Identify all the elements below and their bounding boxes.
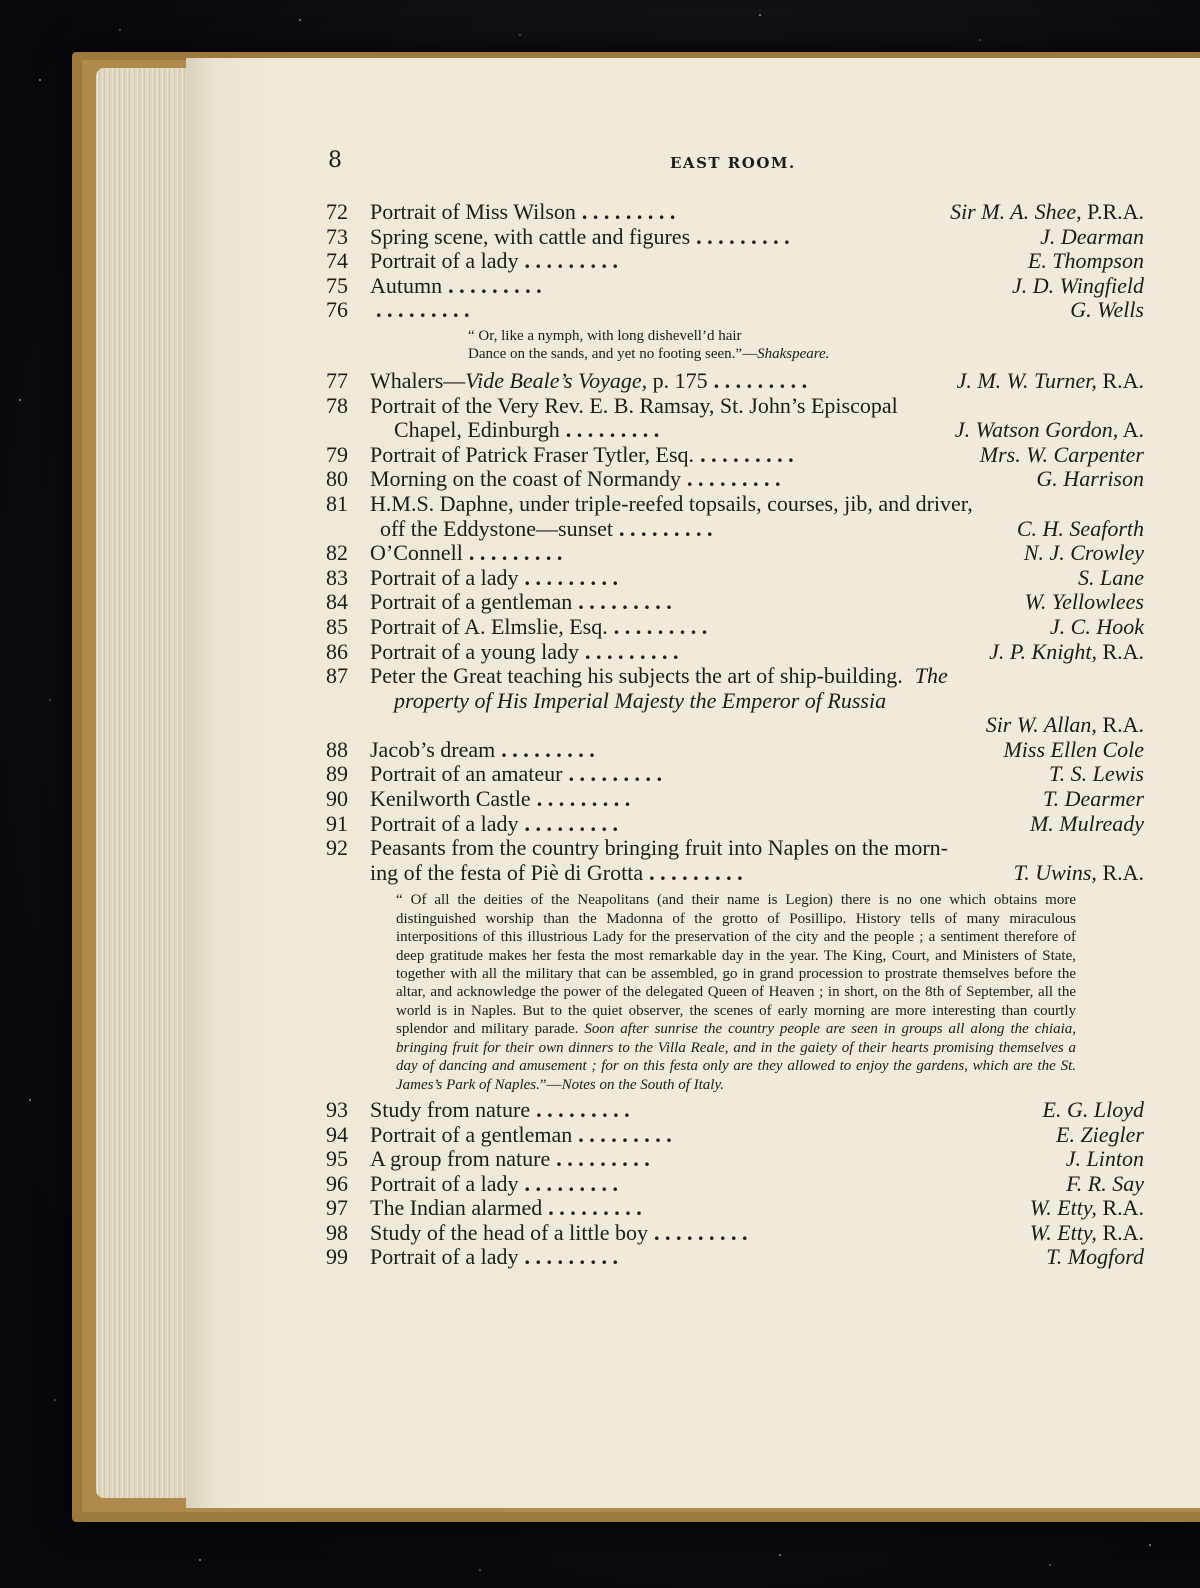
entry-artist: G. Wells (1070, 297, 1144, 323)
entry-number: 81 (326, 490, 348, 516)
leader-dots (562, 762, 1049, 787)
entry-artist: F. R. Say (1066, 1170, 1144, 1196)
entry-artist: W. Yellowlees (1024, 589, 1144, 615)
entry-title: Peasants from the country bringing fruit into Naples on the morn- (370, 835, 948, 861)
catalogue-entry-92 (326, 836, 1144, 885)
entry-title: Portrait of an amateur (370, 761, 563, 787)
entry-title: Portrait of a lady (370, 810, 519, 836)
catalogue-entry-90 (326, 787, 1144, 812)
catalogue-entry-83 (326, 566, 1144, 591)
entry-title: Whalers—Vide Beale’s Voyage, p. 175 (370, 367, 708, 393)
catalogue-entry-82 (326, 541, 1144, 566)
entry-number: 84 (326, 589, 348, 615)
quote-source-sep: ”— (539, 1076, 562, 1093)
leader-dots (518, 566, 1078, 591)
entry-title: Study from nature (370, 1096, 531, 1122)
entry-title: H.M.S. Daphne, under triple-reefed topsails, courses, jib, and driver, (370, 490, 973, 516)
leader-dots (690, 225, 1040, 250)
catalogue-entry-74 (326, 249, 1144, 274)
catalogue-entry-81 (326, 492, 1144, 541)
entry-number: 72 (326, 199, 348, 224)
catalogue-entry-87 (326, 664, 1144, 738)
entry-title: The Indian alarmed (370, 1195, 543, 1221)
entry-title: A group from nature (370, 1146, 551, 1172)
entry-title-cont: off the Eddystone—sunset (380, 515, 614, 541)
leader-dots (495, 738, 1003, 763)
catalogue-entry-73 (326, 225, 1144, 250)
leader-dots (518, 249, 1027, 274)
leader-dots (608, 615, 1050, 640)
entry-artist: Sir M. A. Shee, P.R.A. (950, 199, 1144, 224)
catalogue-entry-84 (326, 590, 1144, 615)
entry-title: Morning on the coast of Normandy (370, 466, 681, 492)
entry-title: O’Connell (370, 540, 463, 566)
catalogue-entry-85 (326, 615, 1144, 640)
entry-artist: E. Ziegler (1056, 1121, 1144, 1147)
entry-title-cont: ing of the festa of Piè di Grotta (370, 859, 644, 885)
catalogue-entry-80 (326, 467, 1144, 492)
leader-dots (694, 443, 980, 468)
entry-number: 92 (326, 835, 348, 861)
entry-title: Jacob’s dream (370, 736, 496, 762)
entry-number: 80 (326, 466, 348, 492)
leader-dots (572, 1123, 1056, 1148)
entry-title: Portrait of a lady (370, 564, 519, 590)
entry-artist: J. Watson Gordon, A. (954, 417, 1144, 443)
leader-dots (442, 274, 1012, 299)
entry-title: Portrait of a young lady (370, 638, 579, 664)
catalogue-entry-78 (326, 394, 1144, 443)
leader-dots (518, 812, 1029, 837)
entry-artist: M. Mulready (1029, 810, 1144, 836)
catalogue-entry-72 (326, 200, 1144, 225)
entry-number: 75 (326, 272, 348, 298)
leader-dots (550, 1147, 1066, 1172)
entry-artist: Mrs. W. Carpenter (979, 441, 1144, 467)
entry-artist: J. C. Hook (1049, 613, 1144, 639)
catalogue-entry-76 (326, 298, 1144, 323)
entry-title: Kenilworth Castle (370, 786, 531, 812)
catalogue-entry-99 (326, 1245, 1144, 1270)
leader-dots (579, 640, 989, 665)
entry-title: Portrait of a lady (370, 248, 519, 274)
leader-dots (530, 1098, 1042, 1123)
entry-artist: J. D. Wingfield (1012, 272, 1144, 298)
entry-title: Study of the head of a little boy (370, 1219, 648, 1245)
catalogue-entry-97 (326, 1196, 1144, 1221)
entry-number: 83 (326, 564, 348, 590)
quote-source: Notes on the South of Italy. (561, 1076, 725, 1093)
quote-line: Dance on the sands, and yet no footing seen.”—Shakspeare. (468, 345, 830, 362)
leader-dots (370, 298, 1070, 323)
entry-artist: J. P. Knight, R.A. (989, 638, 1144, 664)
leader-dots (613, 517, 1017, 542)
entry-artist: J. M. W. Turner, R.A. (956, 367, 1144, 393)
entry-title: Peter the Great teaching his subjects the art of ship-building. (370, 663, 903, 689)
entry-artist: W. Etty, R.A. (1029, 1195, 1144, 1221)
entry-title-cont: property of His Imperial Majesty the Emperor of Russia (394, 687, 887, 713)
entry-number: 82 (326, 540, 348, 566)
catalogue-entry-94 (326, 1123, 1144, 1148)
quote-line: “ Or, like a nymph, with long dishevell’d hair (468, 327, 742, 344)
quote-text-italic: Soon after sunrise the country people are seen in groups all along the chiaia, bringing fruit for their own dinners to the Villa Reale, and in the gaiety of their hearts promising themselves a day of dancing and amusement ; for on this festa only are they allowed to enjoy the gardens, which are the St. James’s Park of Naples. (396, 1021, 1076, 1093)
entry-number: 76 (326, 297, 348, 323)
catalogue-list (326, 200, 1144, 1270)
page-edges (96, 68, 192, 1498)
entry-artist: C. H. Seaforth (1016, 515, 1144, 541)
catalogue-entry-89 (326, 762, 1144, 787)
entry-title: Portrait of a lady (370, 1170, 519, 1196)
leader-dots (643, 861, 1013, 886)
leader-dots (463, 541, 1024, 566)
leader-dots (648, 1221, 1030, 1246)
entry-number: 89 (326, 761, 348, 787)
running-head: EAST ROOM. (670, 154, 796, 172)
catalogue-entry-79 (326, 443, 1144, 468)
entry-title: Portrait of a lady (370, 1244, 519, 1270)
entry-artist: Sir W. Allan, R.A. (985, 712, 1144, 738)
entry-title: Portrait of a gentleman (370, 589, 573, 615)
leader-dots (518, 1172, 1066, 1197)
leader-dots (572, 590, 1024, 615)
entry-title: Portrait of A. Elmslie, Esq. (370, 613, 608, 639)
quotation-76 (326, 327, 1144, 363)
catalogue-entry-91 (326, 812, 1144, 837)
entry-number: 99 (326, 1244, 348, 1270)
entry-artist: W. Etty, R.A. (1029, 1219, 1144, 1245)
quote-source: Shakspeare. (757, 345, 830, 362)
entry-number: 73 (326, 223, 348, 249)
entry-artist: J. Linton (1065, 1146, 1144, 1172)
entry-number: 95 (326, 1146, 348, 1172)
catalogue-entry-95 (326, 1147, 1144, 1172)
entry-artist: E. Thompson (1027, 248, 1144, 274)
catalogue-entry-96 (326, 1172, 1144, 1197)
catalogue-entry-93 (326, 1098, 1144, 1123)
leader-dots (542, 1196, 1030, 1221)
entry-artist: J. Dearman (1040, 223, 1144, 249)
leader-dots (708, 369, 957, 394)
leader-dots (576, 200, 950, 225)
entry-artist: E. G. Lloyd (1042, 1096, 1144, 1122)
entry-number: 90 (326, 786, 348, 812)
entry-number: 78 (326, 392, 348, 418)
entry-artist: T. Mogford (1046, 1244, 1144, 1270)
entry-artist: S. Lane (1078, 564, 1144, 590)
entry-title: Spring scene, with cattle and figures (370, 223, 691, 249)
entry-number: 86 (326, 638, 348, 664)
entry-number: 96 (326, 1170, 348, 1196)
entry-artist: G. Harrison (1036, 466, 1144, 492)
entry-title: Autumn (370, 272, 443, 298)
catalogue-entry-77 (326, 369, 1144, 394)
entry-artist: Miss Ellen Cole (1003, 736, 1144, 762)
entry-number: 91 (326, 810, 348, 836)
entry-number: 85 (326, 613, 348, 639)
entry-number: 94 (326, 1121, 348, 1147)
entry-title-cont: Chapel, Edinburgh (394, 417, 560, 443)
entry-number: 97 (326, 1195, 348, 1221)
entry-artist: T. Uwins, R.A. (1013, 859, 1144, 885)
leader-dots (560, 418, 955, 443)
entry-artist: T. S. Lewis (1049, 761, 1144, 787)
entry-number: 87 (326, 663, 348, 689)
entry-artist: T. Dearmer (1042, 786, 1144, 812)
catalogue-entry-75 (326, 274, 1144, 299)
entry-title: Portrait of the Very Rev. E. B. Ramsay, St. John’s Episcopal (370, 392, 898, 418)
entry-title: Portrait of a gentleman (370, 1121, 573, 1147)
entry-artist: N. J. Crowley (1023, 540, 1144, 566)
entry-title-ital: The (914, 663, 948, 689)
entry-number: 88 (326, 736, 348, 762)
catalogue-entry-86 (326, 640, 1144, 665)
catalogue-entry-98 (326, 1221, 1144, 1246)
quote-text: “ Of all the deities of the Neapolitans (and their name is Legion) there is no one which obtains more distinguished worship than the Madonna of the grotto of Posillipo. History tells of many miraculous interpositions of this illustrious Lady for the preservation of the city and the people ; a sentiment therefore of deep gratitude makes her festa the most remarkable day in the year. The King, Court, and Ministers of State, together with all the military that can be assembled, go in grand procession to prostrate themselves before the altar, and acknowledge the power of the delegated Queen of Heaven ; in short, on the 8th of September, all the world is in Naples. But to the quiet observer, the scenes of early morning are more interesting than courtly splendor and military parade. (396, 892, 1076, 1038)
entry-number: 79 (326, 441, 348, 467)
catalogue-entry-88 (326, 738, 1144, 763)
entry-number: 98 (326, 1219, 348, 1245)
entry-number: 93 (326, 1096, 348, 1122)
entry-number: 77 (326, 367, 348, 393)
entry-title: Portrait of Patrick Fraser Tytler, Esq. (370, 441, 695, 467)
page-number: 8 (328, 148, 342, 173)
leader-dots (681, 467, 1036, 492)
entry-number: 74 (326, 248, 348, 274)
quotation-92 (326, 891, 1076, 1093)
leader-dots (531, 787, 1043, 812)
leader-dots (518, 1245, 1046, 1270)
entry-title: Portrait of Miss Wilson (370, 199, 576, 224)
